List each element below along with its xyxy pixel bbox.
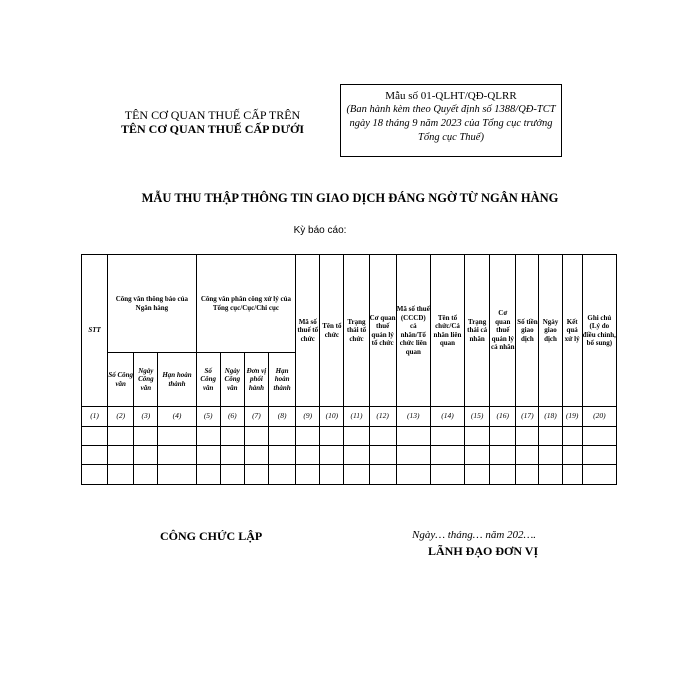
col-number: (3)	[134, 407, 158, 427]
prepared-by-label: CÔNG CHỨC LẬP	[160, 529, 263, 543]
col-18: Ngày giao dịch	[539, 255, 562, 407]
col-12: Cơ quan thuế quản lý tổ chức	[369, 255, 396, 407]
agency-block	[105, 108, 320, 136]
col-11: Trạng thái tổ chức	[344, 255, 369, 407]
col-20: Ghi chú (Lý do điều chỉnh, bổ sung)	[582, 255, 616, 407]
col-3: Ngày Công văn	[134, 353, 158, 407]
form-code: Mẫu số 01-QLHT/QĐ-QLRR	[385, 90, 517, 102]
col-8: Hạn hoàn thành	[269, 353, 296, 407]
signature-date-line: Ngày… tháng… năm 202….	[412, 529, 537, 541]
col-5: Số Công văn	[196, 353, 220, 407]
data-table	[81, 254, 617, 485]
col-number: (12)	[369, 407, 396, 427]
col-number: (2)	[108, 407, 134, 427]
table-row	[82, 465, 617, 485]
col-14: Tên tổ chức/Cá nhân liên quan	[430, 255, 464, 407]
col-number: (13)	[396, 407, 430, 427]
document-title: MẪU THU THẬP THÔNG TIN GIAO DỊCH ĐÁNG NGỜ TỪ NGÂN HÀNG	[141, 191, 559, 205]
col-2: Số Công văn	[108, 353, 134, 407]
col-6: Ngày Công văn	[220, 353, 244, 407]
header-row-1	[82, 255, 617, 353]
col-stt: STT	[82, 255, 108, 407]
group-bank-notice: Công văn thông báo của Ngân hàng	[108, 255, 196, 353]
table-row	[82, 446, 617, 465]
col-number: (20)	[582, 407, 616, 427]
col-number: (18)	[539, 407, 562, 427]
col-number: (17)	[516, 407, 539, 427]
col-number: (7)	[244, 407, 268, 427]
form-note: (Ban hành kèm theo Quyết định số 1388/QĐ-TCT ngày 18 tháng 9 năm 2023 của Tổng cục trưởng Tổng cục Thuế)	[346, 104, 556, 143]
col-number: (19)	[562, 407, 582, 427]
col-number: (8)	[269, 407, 296, 427]
col-number: (9)	[296, 407, 320, 427]
col-10: Tên tổ chức	[320, 255, 344, 407]
col-19: Kết quả xử lý	[562, 255, 582, 407]
col-number: (6)	[220, 407, 244, 427]
col-7: Đơn vị phối hành	[244, 353, 268, 407]
report-period-label: Kỳ báo cáo:	[293, 225, 347, 236]
col-number: (1)	[82, 407, 108, 427]
col-17: Số tiền giao dịch	[516, 255, 539, 407]
col-16: Cơ quan thuế quản lý cá nhân	[490, 255, 516, 407]
col-13: Mã số thuế (CCCD) cá nhân/Tổ chức liên quan	[396, 255, 430, 407]
col-number: (4)	[158, 407, 196, 427]
col-number: (5)	[196, 407, 220, 427]
column-number-row	[82, 407, 617, 427]
col-number: (14)	[430, 407, 464, 427]
col-number: (11)	[344, 407, 369, 427]
col-number: (15)	[465, 407, 490, 427]
col-number: (16)	[490, 407, 516, 427]
col-number: (10)	[320, 407, 344, 427]
col-9: Mã số thuế tổ chức	[296, 255, 320, 407]
group-assignment: Công văn phân công xử lý của Tổng cục/Cục/Chi cục	[196, 255, 296, 353]
col-15: Trạng thái cá nhân	[465, 255, 490, 407]
col-4: Hạn hoàn thành	[158, 353, 196, 407]
agency-upper: TÊN CƠ QUAN THUẾ CẤP TRÊN	[124, 108, 301, 122]
table-row	[82, 427, 617, 446]
agency-lower: TÊN CƠ QUAN THUẾ CẤP DƯỚI	[120, 122, 305, 136]
form-code-box	[340, 84, 562, 157]
approved-by-label: LÃNH ĐẠO ĐƠN VỊ	[428, 544, 539, 558]
